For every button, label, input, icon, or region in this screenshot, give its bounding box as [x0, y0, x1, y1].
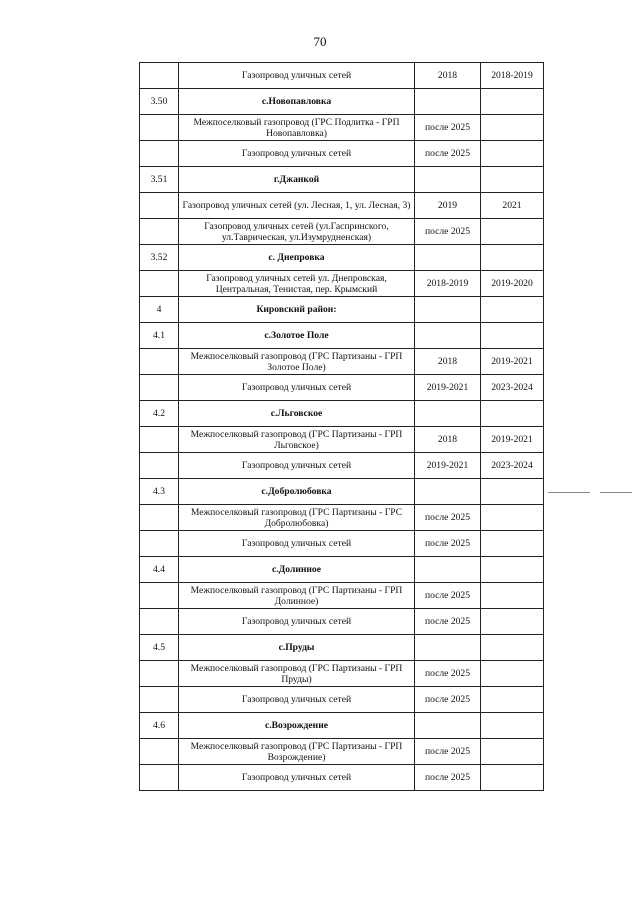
row-number-cell: 4.1: [140, 323, 179, 349]
table-row: [140, 63, 544, 89]
period-end-cell: [481, 219, 544, 245]
period-end-cell: 2019-2020: [481, 271, 544, 297]
row-number-cell: 3.50: [140, 89, 179, 115]
scan-artifact: [600, 492, 632, 493]
table-section-row: [140, 479, 544, 505]
table-row: [140, 349, 544, 375]
object-name-cell: Газопровод уличных сетей (ул. Лесная, 1, ул. Лесная, 3): [179, 193, 415, 219]
locality-name-cell: с.Возрождение: [179, 713, 415, 739]
row-number-cell: 4.2: [140, 401, 179, 427]
object-name-cell: Газопровод уличных сетей: [179, 453, 415, 479]
object-name-cell: Газопровод уличных сетей: [179, 531, 415, 557]
row-number-cell: 3.52: [140, 245, 179, 271]
table-section-row: [140, 713, 544, 739]
period-start-cell: после 2025: [415, 609, 481, 635]
period-start-cell: [415, 167, 481, 193]
table-row: [140, 661, 544, 687]
row-number-cell: 4.3: [140, 479, 179, 505]
row-number-cell: [140, 349, 179, 375]
row-number-cell: [140, 531, 179, 557]
object-name-cell: Межпоселковый газопровод (ГРС Партизаны - ГРП Золотое Поле): [179, 349, 415, 375]
table-row: [140, 219, 544, 245]
period-start-cell: [415, 713, 481, 739]
table-row: [140, 193, 544, 219]
period-start-cell: [415, 401, 481, 427]
period-start-cell: после 2025: [415, 531, 481, 557]
table-row: [140, 687, 544, 713]
period-start-cell: [415, 297, 481, 323]
object-name-cell: Газопровод уличных сетей: [179, 63, 415, 89]
period-start-cell: после 2025: [415, 765, 481, 791]
period-start-cell: после 2025: [415, 687, 481, 713]
locality-name-cell: с.Золотое Поле: [179, 323, 415, 349]
locality-name-cell: с.Пруды: [179, 635, 415, 661]
period-end-cell: 2019-2021: [481, 349, 544, 375]
table-section-row: [140, 167, 544, 193]
object-name-cell: Межпоселковый газопровод (ГРС Подлитка - ГРП Новопавловка): [179, 115, 415, 141]
locality-name-cell: с.Добролюбовка: [179, 479, 415, 505]
object-name-cell: Газопровод уличных сетей: [179, 609, 415, 635]
period-end-cell: [481, 713, 544, 739]
row-number-cell: [140, 661, 179, 687]
locality-name-cell: с.Новопавловка: [179, 89, 415, 115]
locality-name-cell: г.Джанкой: [179, 167, 415, 193]
period-end-cell: [481, 635, 544, 661]
period-start-cell: 2018: [415, 427, 481, 453]
period-end-cell: [481, 167, 544, 193]
object-name-cell: Межпоселковый газопровод (ГРС Партизаны - ГРП Возрождение): [179, 739, 415, 765]
row-number-cell: 4: [140, 297, 179, 323]
table-row: [140, 765, 544, 791]
table-section-row: [140, 89, 544, 115]
object-name-cell: Газопровод уличных сетей: [179, 765, 415, 791]
row-number-cell: [140, 765, 179, 791]
period-start-cell: после 2025: [415, 219, 481, 245]
period-end-cell: 2019-2021: [481, 427, 544, 453]
table-body: [140, 63, 544, 791]
period-end-cell: [481, 609, 544, 635]
period-start-cell: [415, 323, 481, 349]
period-end-cell: [481, 323, 544, 349]
period-start-cell: 2019-2021: [415, 453, 481, 479]
object-name-cell: Межпоселковый газопровод (ГРС Партизаны - ГРП Долинное): [179, 583, 415, 609]
table-section-row: [140, 297, 544, 323]
period-start-cell: 2018: [415, 63, 481, 89]
object-name-cell: Газопровод уличных сетей: [179, 687, 415, 713]
row-number-cell: [140, 505, 179, 531]
period-end-cell: [481, 739, 544, 765]
period-start-cell: 2018: [415, 349, 481, 375]
period-end-cell: 2021: [481, 193, 544, 219]
table-row: [140, 427, 544, 453]
period-start-cell: после 2025: [415, 505, 481, 531]
locality-name-cell: с. Днепровка: [179, 245, 415, 271]
row-number-cell: [140, 427, 179, 453]
locality-name-cell: Кировский район:: [179, 297, 415, 323]
period-end-cell: [481, 687, 544, 713]
period-end-cell: [481, 245, 544, 271]
row-number-cell: [140, 193, 179, 219]
table-section-row: [140, 323, 544, 349]
table-row: [140, 375, 544, 401]
period-end-cell: 2023-2024: [481, 375, 544, 401]
period-start-cell: [415, 635, 481, 661]
period-end-cell: [481, 661, 544, 687]
table-row: [140, 531, 544, 557]
period-start-cell: [415, 557, 481, 583]
object-name-cell: Межпоселковый газопровод (ГРС Партизаны - ГРП Пруды): [179, 661, 415, 687]
period-start-cell: после 2025: [415, 739, 481, 765]
period-start-cell: после 2025: [415, 115, 481, 141]
period-end-cell: 2018-2019: [481, 63, 544, 89]
page-number: 70: [313, 34, 327, 49]
period-start-cell: 2019-2021: [415, 375, 481, 401]
period-end-cell: [481, 505, 544, 531]
period-start-cell: 2019: [415, 193, 481, 219]
table-row: [140, 453, 544, 479]
table-row: [140, 505, 544, 531]
row-number-cell: [140, 687, 179, 713]
period-end-cell: [481, 583, 544, 609]
object-name-cell: Газопровод уличных сетей ул. Днепровская, Центральная, Тенистая, пер. Крымский: [179, 271, 415, 297]
row-number-cell: [140, 219, 179, 245]
table-row: [140, 141, 544, 167]
table-row: [140, 271, 544, 297]
row-number-cell: 4.6: [140, 713, 179, 739]
period-end-cell: [481, 531, 544, 557]
period-end-cell: 2023-2024: [481, 453, 544, 479]
row-number-cell: [140, 453, 179, 479]
period-end-cell: [481, 479, 544, 505]
table-row: [140, 609, 544, 635]
object-name-cell: Межпоселковый газопровод (ГРС Партизаны - ГРП Льговское): [179, 427, 415, 453]
period-end-cell: [481, 557, 544, 583]
table-section-row: [140, 635, 544, 661]
table-section-row: [140, 401, 544, 427]
row-number-cell: [140, 739, 179, 765]
row-number-cell: [140, 63, 179, 89]
table-row: [140, 739, 544, 765]
object-name-cell: Газопровод уличных сетей: [179, 375, 415, 401]
period-start-cell: после 2025: [415, 661, 481, 687]
gas-pipeline-table: [139, 62, 544, 791]
row-number-cell: [140, 609, 179, 635]
locality-name-cell: с.Льговское: [179, 401, 415, 427]
row-number-cell: [140, 115, 179, 141]
object-name-cell: Газопровод уличных сетей: [179, 141, 415, 167]
period-start-cell: [415, 89, 481, 115]
period-start-cell: после 2025: [415, 583, 481, 609]
period-end-cell: [481, 297, 544, 323]
period-end-cell: [481, 765, 544, 791]
period-start-cell: после 2025: [415, 141, 481, 167]
row-number-cell: [140, 375, 179, 401]
row-number-cell: [140, 141, 179, 167]
row-number-cell: [140, 583, 179, 609]
scan-artifact: [548, 492, 590, 493]
period-end-cell: [481, 401, 544, 427]
period-end-cell: [481, 115, 544, 141]
row-number-cell: 3.51: [140, 167, 179, 193]
table-section-row: [140, 557, 544, 583]
object-name-cell: Межпоселковый газопровод (ГРС Партизаны - ГРС Добролюбовка): [179, 505, 415, 531]
row-number-cell: 4.5: [140, 635, 179, 661]
row-number-cell: 4.4: [140, 557, 179, 583]
table-row: [140, 583, 544, 609]
locality-name-cell: с.Долинное: [179, 557, 415, 583]
table-section-row: [140, 245, 544, 271]
period-start-cell: [415, 479, 481, 505]
period-end-cell: [481, 141, 544, 167]
table-row: [140, 115, 544, 141]
period-end-cell: [481, 89, 544, 115]
object-name-cell: Газопровод уличных сетей (ул.Гаспринского, ул.Таврическая, ул.Изумрудненская): [179, 219, 415, 245]
period-start-cell: [415, 245, 481, 271]
period-start-cell: 2018-2019: [415, 271, 481, 297]
row-number-cell: [140, 271, 179, 297]
